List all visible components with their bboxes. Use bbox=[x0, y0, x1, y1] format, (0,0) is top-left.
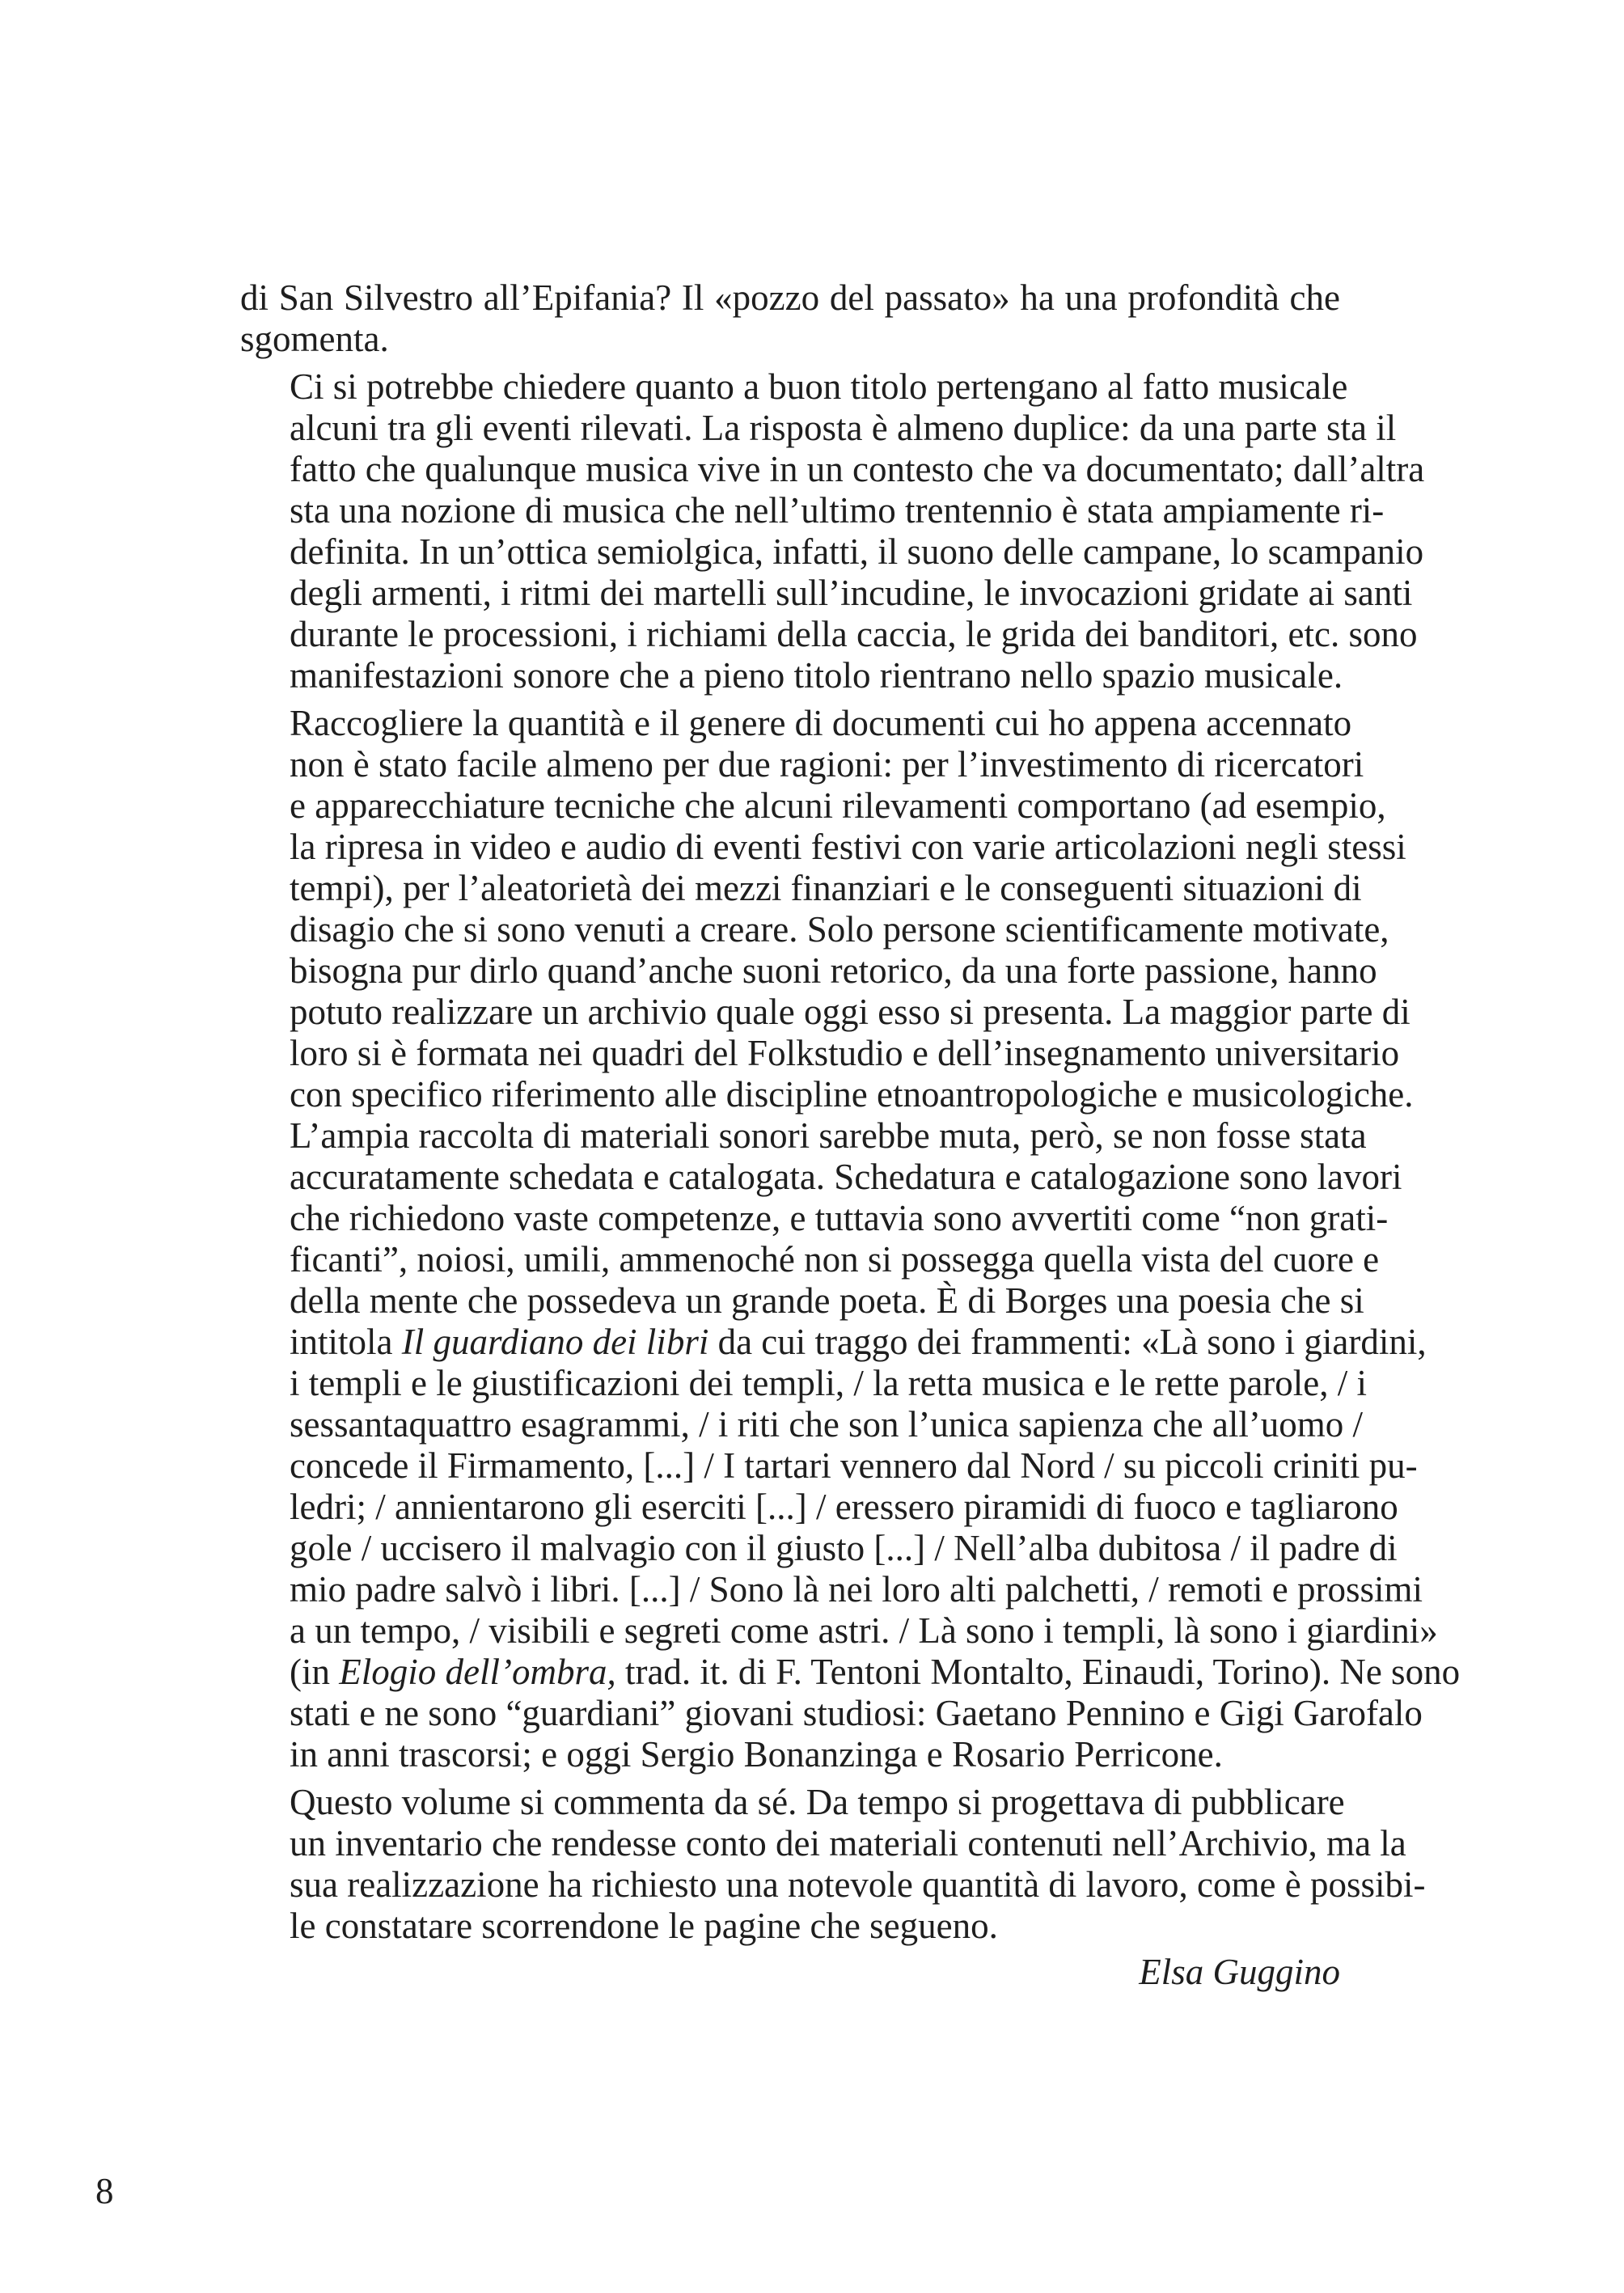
text-run: sua realizzazione ha richiesto una notevole quantità di lavoro, come è possibi- bbox=[290, 1864, 1426, 1905]
author-signature: Elsa Guggino bbox=[1139, 1952, 1340, 1992]
book-title: Elogio dell’ombra, bbox=[339, 1652, 616, 1692]
text-run: durante le processioni, i richiami della caccia, le grida dei banditori, etc. sono bbox=[290, 614, 1418, 654]
text-line bbox=[240, 1610, 1438, 1652]
text-run: disagio che si sono venuti a creare. Solo persone scientificamente motivate, bbox=[290, 909, 1389, 950]
text-run: trad. it. di F. Tentoni Montalto, Einaudi, Torino). Ne sono bbox=[615, 1652, 1461, 1692]
text-run: a un tempo, / visibili e segreti come astri. / Là sono i templi, là sono i giardini» bbox=[290, 1610, 1438, 1651]
text-line bbox=[240, 531, 1424, 573]
text-run: alcuni tra gli eventi rilevati. La risposta è almeno duplice: da una parte sta il bbox=[290, 408, 1397, 448]
paragraph bbox=[240, 366, 1425, 696]
text-run: e apparecchiature tecniche che alcuni rilevamenti comportano (ad esempio, bbox=[290, 785, 1386, 826]
text-run: manifestazioni sonore che a pieno titolo rientrano nello spazio musicale. bbox=[290, 655, 1343, 696]
text-line bbox=[240, 1239, 1380, 1280]
text-run: potuto realizzare un archivio quale oggi esso si presenta. La maggior parte di bbox=[290, 992, 1410, 1032]
text-run: Questo volume si commenta da sé. Da tempo si progettava di pubblicare bbox=[290, 1782, 1345, 1822]
text-line bbox=[240, 366, 1348, 408]
text-line bbox=[240, 1445, 1418, 1487]
text-line bbox=[240, 1363, 1368, 1404]
page-number: 8 bbox=[95, 2171, 114, 2211]
text-line bbox=[240, 1864, 1426, 1906]
text-run: degli armenti, i ritmi dei martelli sull’incudine, le invocazioni gridate ai santi bbox=[290, 573, 1413, 613]
text-run: i templi e le giustificazioni dei templi, / la retta musica e le rette parole, / i bbox=[290, 1363, 1368, 1403]
text-run: sessantaquattro esagrammi, / i riti che son l’unica sapienza che all’uomo / bbox=[290, 1404, 1364, 1445]
text-line bbox=[240, 1693, 1423, 1734]
text-line bbox=[240, 1115, 1367, 1157]
text-line bbox=[240, 744, 1364, 785]
text-line bbox=[240, 1404, 1364, 1445]
paragraph bbox=[240, 1782, 1426, 1947]
text-line bbox=[240, 1823, 1406, 1864]
text-line bbox=[240, 319, 1340, 360]
text-line bbox=[240, 614, 1418, 655]
text-run: non è stato facile almeno per due ragioni: per l’investimento di ricercatori bbox=[290, 744, 1364, 785]
text-run: la ripresa in video e audio di eventi festivi con varie articolazioni negli stessi bbox=[290, 827, 1406, 867]
text-run: sgomenta. bbox=[240, 319, 389, 359]
text-run: mio padre salvò i libri. [...] / Sono là nei loro alti palchetti, / remoti e prossimi bbox=[290, 1569, 1423, 1610]
text-run: in anni trascorsi; e oggi Sergio Bonanzinga e Rosario Perricone. bbox=[290, 1734, 1223, 1775]
text-line bbox=[240, 1734, 1340, 1775]
text-line bbox=[240, 827, 1406, 868]
text-run: tempi), per l’aleatorietà dei mezzi finanziari e le conseguenti situazioni di bbox=[290, 868, 1362, 908]
text-run: che richiedono vaste competenze, e tuttavia sono avvertiti come “non grati- bbox=[290, 1198, 1389, 1238]
text-run: L’ampia raccolta di materiali sonori sarebbe muta, però, se non fosse stata bbox=[290, 1115, 1367, 1156]
text-line bbox=[240, 992, 1410, 1033]
text-run: di San Silvestro all’Epifania? Il «pozzo del passato» ha una profondità che bbox=[240, 277, 1340, 318]
text-line bbox=[240, 1198, 1389, 1239]
text-run: bisogna pur dirlo quand’anche suoni retorico, da una forte passione, hanno bbox=[290, 950, 1377, 991]
text-line bbox=[240, 1280, 1364, 1322]
text-run: con specifico riferimento alle discipline etnoantropologiche e musicologiche. bbox=[290, 1074, 1414, 1115]
text-run: definita. In un’ottica semiolgica, infatti, il suono delle campane, lo scampanio bbox=[290, 531, 1424, 572]
text-line bbox=[240, 1157, 1402, 1198]
text-run: stati e ne sono “guardiani” giovani studiosi: Gaetano Pennino e Gigi Garofalo bbox=[290, 1693, 1423, 1733]
text-line bbox=[240, 1074, 1414, 1115]
text-line bbox=[240, 1906, 1340, 1947]
text-line bbox=[240, 655, 1343, 696]
text-line bbox=[240, 950, 1377, 992]
text-run: accuratamente schedata e catalogata. Schedatura e catalogazione sono lavori bbox=[290, 1157, 1402, 1197]
paragraph bbox=[240, 277, 1340, 360]
text-run: ledri; / annientarono gli eserciti [...] / eressero piramidi di fuoco e tagliarono bbox=[290, 1487, 1398, 1527]
paragraph bbox=[240, 703, 1461, 1775]
text-run: fatto che qualunque musica vive in un contesto che va documentato; dall’altra bbox=[290, 449, 1425, 489]
book-title: Il guardiano dei libri bbox=[401, 1322, 709, 1362]
text-line bbox=[240, 490, 1385, 531]
text-run: da cui traggo dei frammenti: «Là sono i giardini, bbox=[708, 1322, 1427, 1362]
text-line bbox=[240, 1569, 1423, 1610]
text-line bbox=[240, 573, 1413, 614]
text-run: Raccogliere la quantità e il genere di documenti cui ho appena accennato bbox=[290, 703, 1352, 743]
text-line bbox=[240, 868, 1362, 909]
text-run: Ci si potrebbe chiedere quanto a buon titolo pertengano al fatto musicale bbox=[290, 366, 1348, 407]
text-run: loro si è formata nei quadri del Folkstudio e dell’insegnamento universitario bbox=[290, 1033, 1400, 1073]
text-run: un inventario che rendesse conto dei materiali contenuti nell’Archivio, ma la bbox=[290, 1823, 1406, 1864]
text-run: sta una nozione di musica che nell’ultimo trentennio è stata ampiamente ri- bbox=[290, 490, 1385, 531]
text-run: (in bbox=[290, 1652, 340, 1692]
text-line bbox=[240, 277, 1340, 319]
page-body bbox=[240, 277, 1461, 1947]
text-line bbox=[240, 1487, 1398, 1528]
text-run: della mente che possedeva un grande poeta. È di Borges una poesia che si bbox=[290, 1280, 1364, 1321]
text-line bbox=[240, 1782, 1345, 1823]
text-run: intitola bbox=[290, 1322, 402, 1362]
text-line bbox=[240, 408, 1397, 449]
text-run: gole / uccisero il malvagio con il giusto [...] / Nell’alba dubitosa / il padre di bbox=[290, 1528, 1398, 1568]
text-line bbox=[240, 1528, 1398, 1569]
text-run: le constatare scorrendone le pagine che segueno. bbox=[290, 1906, 998, 1946]
text-line bbox=[240, 785, 1386, 827]
text-run: concede il Firmamento, [...] / I tartari vennero dal Nord / su piccoli criniti pu- bbox=[290, 1445, 1418, 1486]
text-line bbox=[240, 703, 1352, 744]
text-line bbox=[240, 1033, 1400, 1074]
text-line bbox=[240, 1652, 1461, 1693]
text-line bbox=[240, 909, 1389, 950]
text-line bbox=[240, 1322, 1427, 1363]
text-run: ficanti”, noiosi, umili, ammenoché non si possegga quella vista del cuore e bbox=[290, 1239, 1380, 1280]
text-line bbox=[240, 449, 1425, 490]
